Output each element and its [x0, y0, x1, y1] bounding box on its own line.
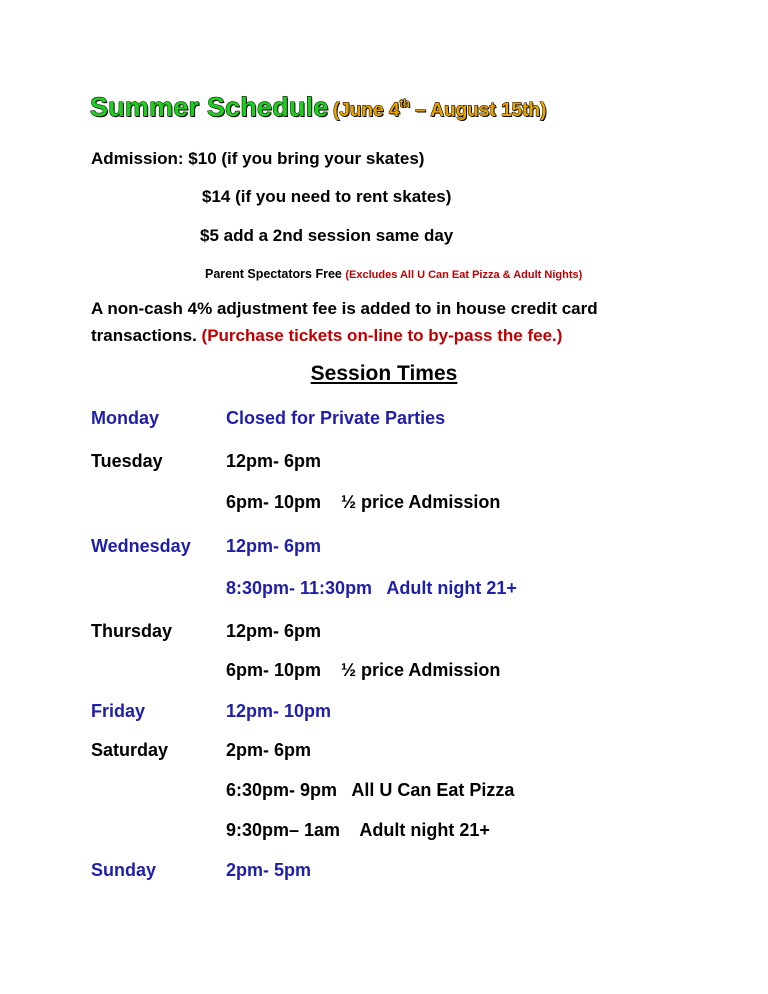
title-dates-close: – August 15th): [409, 100, 547, 121]
admission-line-1: Admission: $10 (if you bring your skates): [91, 149, 425, 168]
time-saturday-2: 6:30pm- 9pm All U Can Eat Pizza: [226, 780, 515, 800]
day-saturday: Saturday: [91, 740, 169, 760]
title-main: Summer Schedule: [90, 92, 329, 122]
admission-line-3: $5 add a 2nd session same day: [200, 226, 454, 245]
fee-notice-highlight: (Purchase tickets on-line to by-pass the fee.): [201, 326, 563, 345]
fee-notice-line-1: A non-cash 4% adjustment fee is added to in house credit card: [91, 299, 598, 318]
time-tuesday-1: 12pm- 6pm: [226, 451, 322, 471]
day-thursday: Thursday: [91, 621, 173, 641]
title-dates: [333, 100, 546, 121]
day-friday: Friday: [91, 701, 146, 721]
day-monday: Monday: [91, 408, 160, 428]
admission-line-2: $14 (if you need to rent skates): [202, 187, 452, 206]
page-title: [90, 92, 546, 123]
spectators-line: [205, 263, 582, 283]
time-thursday-1: 12pm- 6pm: [226, 621, 322, 641]
spectators-text: Parent Spectators Free: [205, 267, 346, 281]
time-thursday-2: 6pm- 10pm ½ price Admission: [226, 660, 501, 680]
time-sunday: 2pm- 5pm: [226, 860, 312, 880]
fee-notice-line-2: [91, 326, 562, 346]
time-saturday-1: 2pm- 6pm: [226, 740, 312, 760]
day-wednesday: Wednesday: [91, 536, 191, 556]
session-times-heading: Session Times: [310, 362, 458, 385]
day-sunday: Sunday: [91, 860, 157, 880]
time-wednesday-1: 12pm- 6pm: [226, 536, 322, 556]
title-dates-open: (June 4: [333, 100, 400, 121]
time-tuesday-2: 6pm- 10pm ½ price Admission: [226, 492, 501, 512]
time-saturday-3: 9:30pm– 1am Adult night 21+: [226, 820, 490, 840]
time-wednesday-2: 8:30pm- 11:30pm Adult night 21+: [226, 578, 517, 598]
spectators-note: (Excludes All U Can Eat Pizza & Adult Nights): [345, 269, 583, 281]
time-monday: Closed for Private Parties: [226, 408, 446, 428]
fee-notice-text: transactions.: [91, 326, 202, 345]
title-dates-sup: th: [399, 98, 410, 110]
day-tuesday: Tuesday: [91, 451, 163, 471]
time-friday: 12pm- 10pm: [226, 701, 332, 721]
